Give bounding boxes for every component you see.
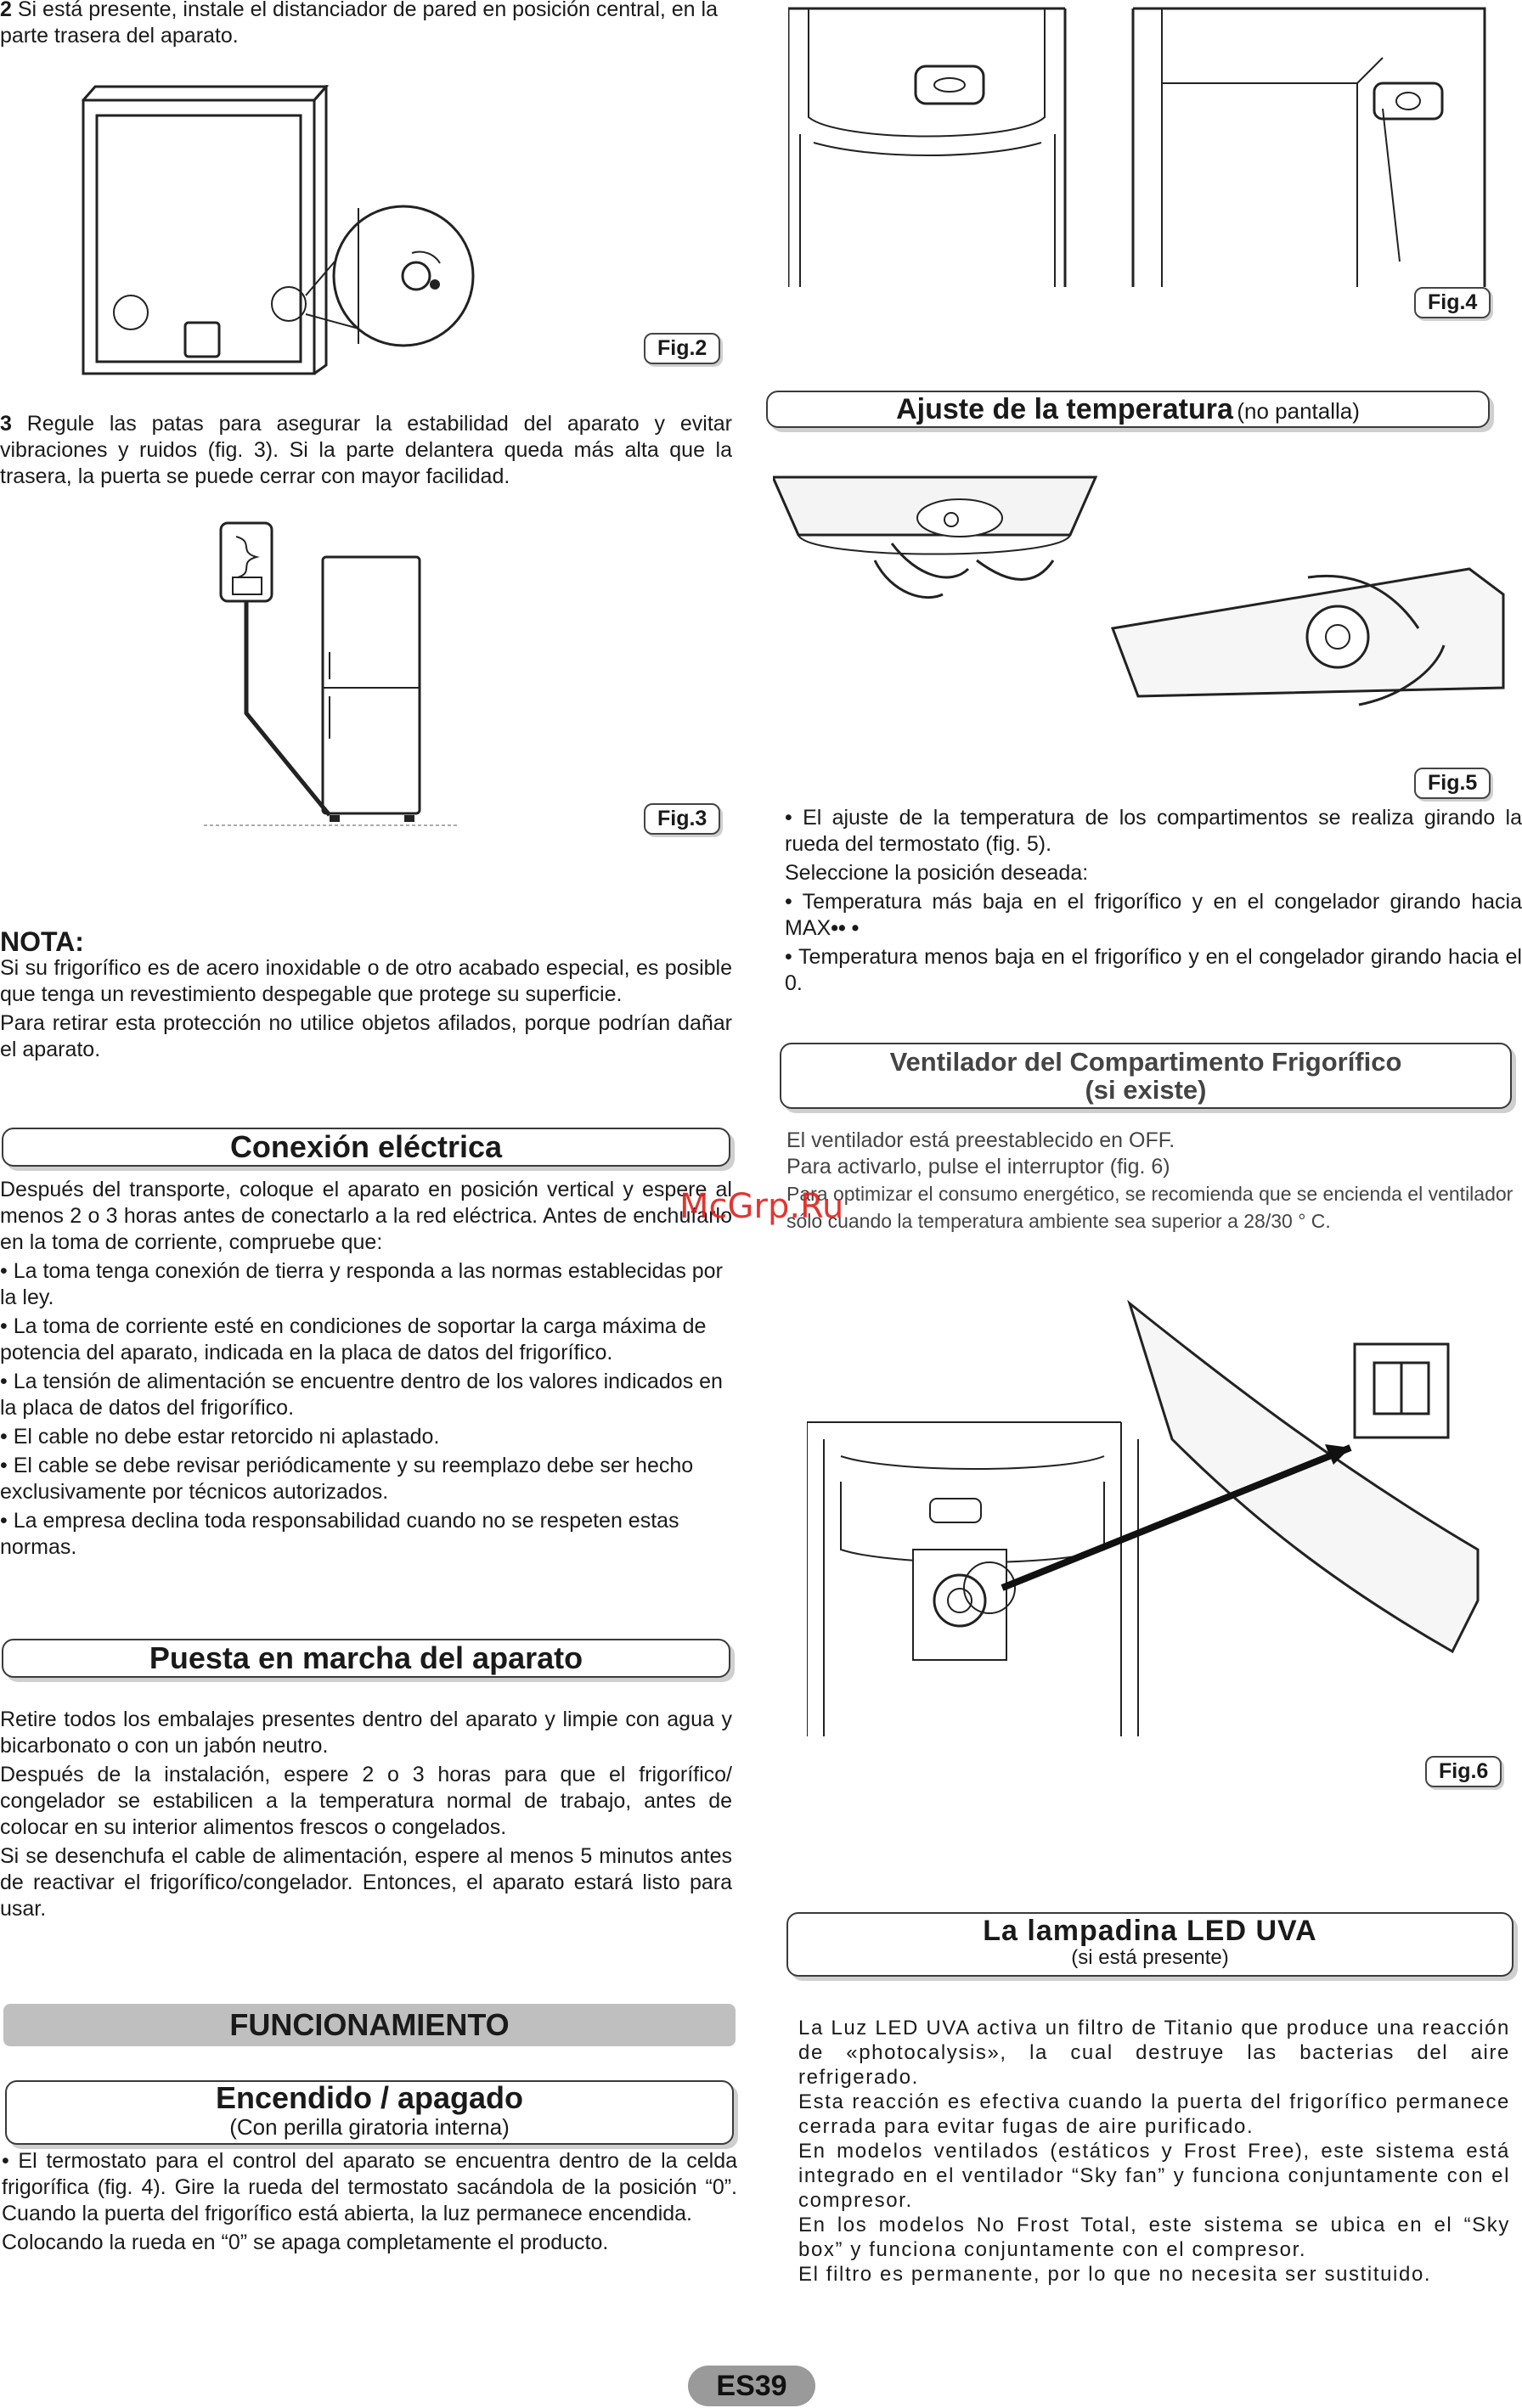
nota-section xyxy=(0,926,732,1066)
led-body xyxy=(798,2016,1510,2287)
conexion-bullet: • La empresa declina toda responsabilidad cuando no se respeten estas normas. xyxy=(0,1509,679,1559)
ajuste-title: Ajuste de la temperatura xyxy=(896,393,1233,425)
puesta-heading-box xyxy=(2,1639,730,1678)
conexion-bullet: • La toma tenga conexión de tierra y responda a las normas establecidas por la ley. xyxy=(0,1259,723,1309)
ventilador-subtitle: (si existe) xyxy=(1085,1075,1207,1105)
encendido-heading-box xyxy=(5,2080,734,2145)
fig4-label: Fig.4 xyxy=(1414,287,1491,318)
fig6-label: Fig.6 xyxy=(1425,1756,1502,1787)
fig4-thermostat-interior-illustration xyxy=(788,7,1493,287)
encendido-title: Encendido / apagado xyxy=(215,2080,524,2115)
max-dots-symbol: •• • xyxy=(831,916,860,940)
ajuste-paragraph-2: Seleccione la posición deseada: xyxy=(785,861,1089,885)
conexion-bullet: • La toma de corriente esté en condiciones de soportar la carga máxima de potencia del aparato, indicada en la placa de datos del frigorífico. xyxy=(0,1314,707,1364)
fig5-label: Fig.5 xyxy=(1414,768,1491,799)
conexion-bullet: • El cable no debe estar retorcido ni aplastado. xyxy=(0,1425,440,1449)
watermark: McGrp.Ru xyxy=(679,1187,844,1226)
led-paragraph-1: La Luz LED UVA activa un filtro de Titanio que produce una reacción de «photocalysis», la cual destruye las bacterias del aire refrigerado. xyxy=(798,2017,1510,2089)
nota-paragraph-1: Si su frigorífico es de acero inoxidable o de otro acabado especial, es posible que tenga un revestimiento despegable que protege su superficie. xyxy=(0,956,732,1006)
conexion-bullet: • El cable se debe revisar periódicamente y su reemplazo debe ser hecho exclusivamente por técnicos autorizados. xyxy=(0,1454,694,1504)
fig5-thermostat-knob-illustration xyxy=(773,475,1512,773)
puesta-paragraph-2: Después de la instalación, espere 2 o 3 horas para que el frigorífico/ congelador se estabilicen a la temperatura normal de trabajo, antes de colocar en su interior alimentos frescos o congelados. xyxy=(0,1763,732,1839)
led-paragraph-5: El filtro es permanente, por lo que no necesita ser sustituido. xyxy=(798,2263,1432,2286)
led-title: La lampadina LED UVA xyxy=(983,1915,1317,1947)
ventilador-body xyxy=(786,1128,1522,1235)
fig3-label: Fig.3 xyxy=(644,803,720,835)
led-paragraph-3: En modelos ventilados (estáticos y Frost Free), este sistema está integrado en el ventilador “Sky fan” y funciona conjuntamente con el compresor. xyxy=(798,2140,1510,2212)
conexion-body xyxy=(0,1177,732,1563)
ventilador-paragraph-2: Para activarlo, pulse el interruptor (fig. 6) xyxy=(786,1155,1170,1179)
conexion-intro: Después del transporte, coloque el aparato en posición vertical y espere al menos 2 o 3 horas antes de conectarlo a la red eléctrica. Antes de enchufarlo en la toma de corriente, compruebe que: xyxy=(0,1178,732,1254)
fig2-label: Fig.2 xyxy=(644,333,720,364)
page-number: ES39 xyxy=(688,2366,815,2406)
nota-title: NOTA: xyxy=(0,926,84,957)
led-subtitle: (si está presente) xyxy=(1071,1946,1229,1969)
encendido-paragraph-2: Colocando la rueda en “0” se apaga completamente el producto. xyxy=(2,2231,609,2254)
encendido-paragraph-1: • El termostato para el control del aparato se encuentra dentro de la celda frigorífica (fig. 4). Gire la rueda del termostato sacándola de la posición “0”. Cuando la puerta del frigorífico está abierta, la luz permanece encendida. xyxy=(2,2149,737,2225)
step2-text: 2 Si está presente, instale el distanciador de pared en posición central, en la parte trasera del aparato. xyxy=(0,0,718,48)
led-heading-box xyxy=(786,1912,1514,1977)
ventilador-heading-box xyxy=(780,1043,1512,1109)
step3-text: 3 Regule las patas para asegurar la estabilidad del aparato y evitar vibraciones y ruidos (fig. 3). Si la parte delantera queda más alta que la trasera, la puerta se puede cerrar con mayor facilidad. xyxy=(0,412,732,488)
ajuste-body xyxy=(785,805,1522,999)
encendido-body xyxy=(2,2148,737,2259)
ajuste-paragraph-4: • Temperatura menos baja en el frigorífico y en el congelador girando hacia el 0. xyxy=(785,945,1522,995)
ajuste-subtitle: (no pantalla) xyxy=(1237,398,1360,424)
ajuste-paragraph-1: • El ajuste de la temperatura de los compartimentos se realiza girando la rueda del termostato (fig. 5). xyxy=(785,806,1522,856)
puesta-paragraph-1: Retire todos los embalajes presentes dentro del aparato y limpie con agua y bicarbonato o con un jabón neutro. xyxy=(0,1708,732,1758)
funcionamiento-banner: FUNCIONAMIENTO xyxy=(3,2004,736,2046)
ajuste-paragraph-3: • Temperatura más baja en el frigorífico y en el congelador girando hacia MAX•• • xyxy=(785,890,1522,940)
ventilador-title: Ventilador del Compartimento Frigorífico xyxy=(889,1047,1402,1077)
fig6-fan-switch-illustration xyxy=(807,1295,1503,1736)
conexion-heading-box xyxy=(2,1128,730,1167)
ventilador-paragraph-3: Para optimizar el consumo energético, se recomienda que se encienda el ventilador sólo cuando la temperatura ambiente sea superior a 28/30 ° C. xyxy=(786,1183,1514,1232)
nota-paragraph-2: Para retirar esta protección no utilice objetos afilados, porque podrían dañar el aparato. xyxy=(0,1011,732,1061)
conexion-title: Conexión eléctrica xyxy=(229,1129,503,1164)
puesta-body xyxy=(0,1707,732,1925)
puesta-title: Puesta en marcha del aparato xyxy=(149,1640,583,1675)
led-paragraph-2: Esta reacción es efectiva cuando la puerta del frigorífico permanece cerrada para evitar fugas de aire purificado. xyxy=(798,2090,1510,2138)
ajuste-heading-box xyxy=(766,391,1490,428)
fig3-fridge-feet-illustration xyxy=(204,518,476,841)
encendido-subtitle: (Con perilla giratoria interna) xyxy=(229,2114,510,2140)
puesta-paragraph-3: Si se desenchufa el cable de alimentación, espere al menos 5 minutos antes de reactivar el frigorífico/congelador. Entonces, el aparato estará listo para usar. xyxy=(0,1844,732,1921)
conexion-bullet: • La tensión de alimentación se encuentre dentro de los valores indicados en la placa de datos del frigorífico. xyxy=(0,1370,723,1420)
led-paragraph-4: En los modelos No Frost Total, este sistema se ubica en el “Sky box” y funciona conjuntamente con el compresor. xyxy=(798,2214,1510,2261)
ventilador-paragraph-1: El ventilador está preestablecido en OFF. xyxy=(786,1128,1175,1152)
fig2-fridge-spacer-illustration xyxy=(76,85,518,382)
